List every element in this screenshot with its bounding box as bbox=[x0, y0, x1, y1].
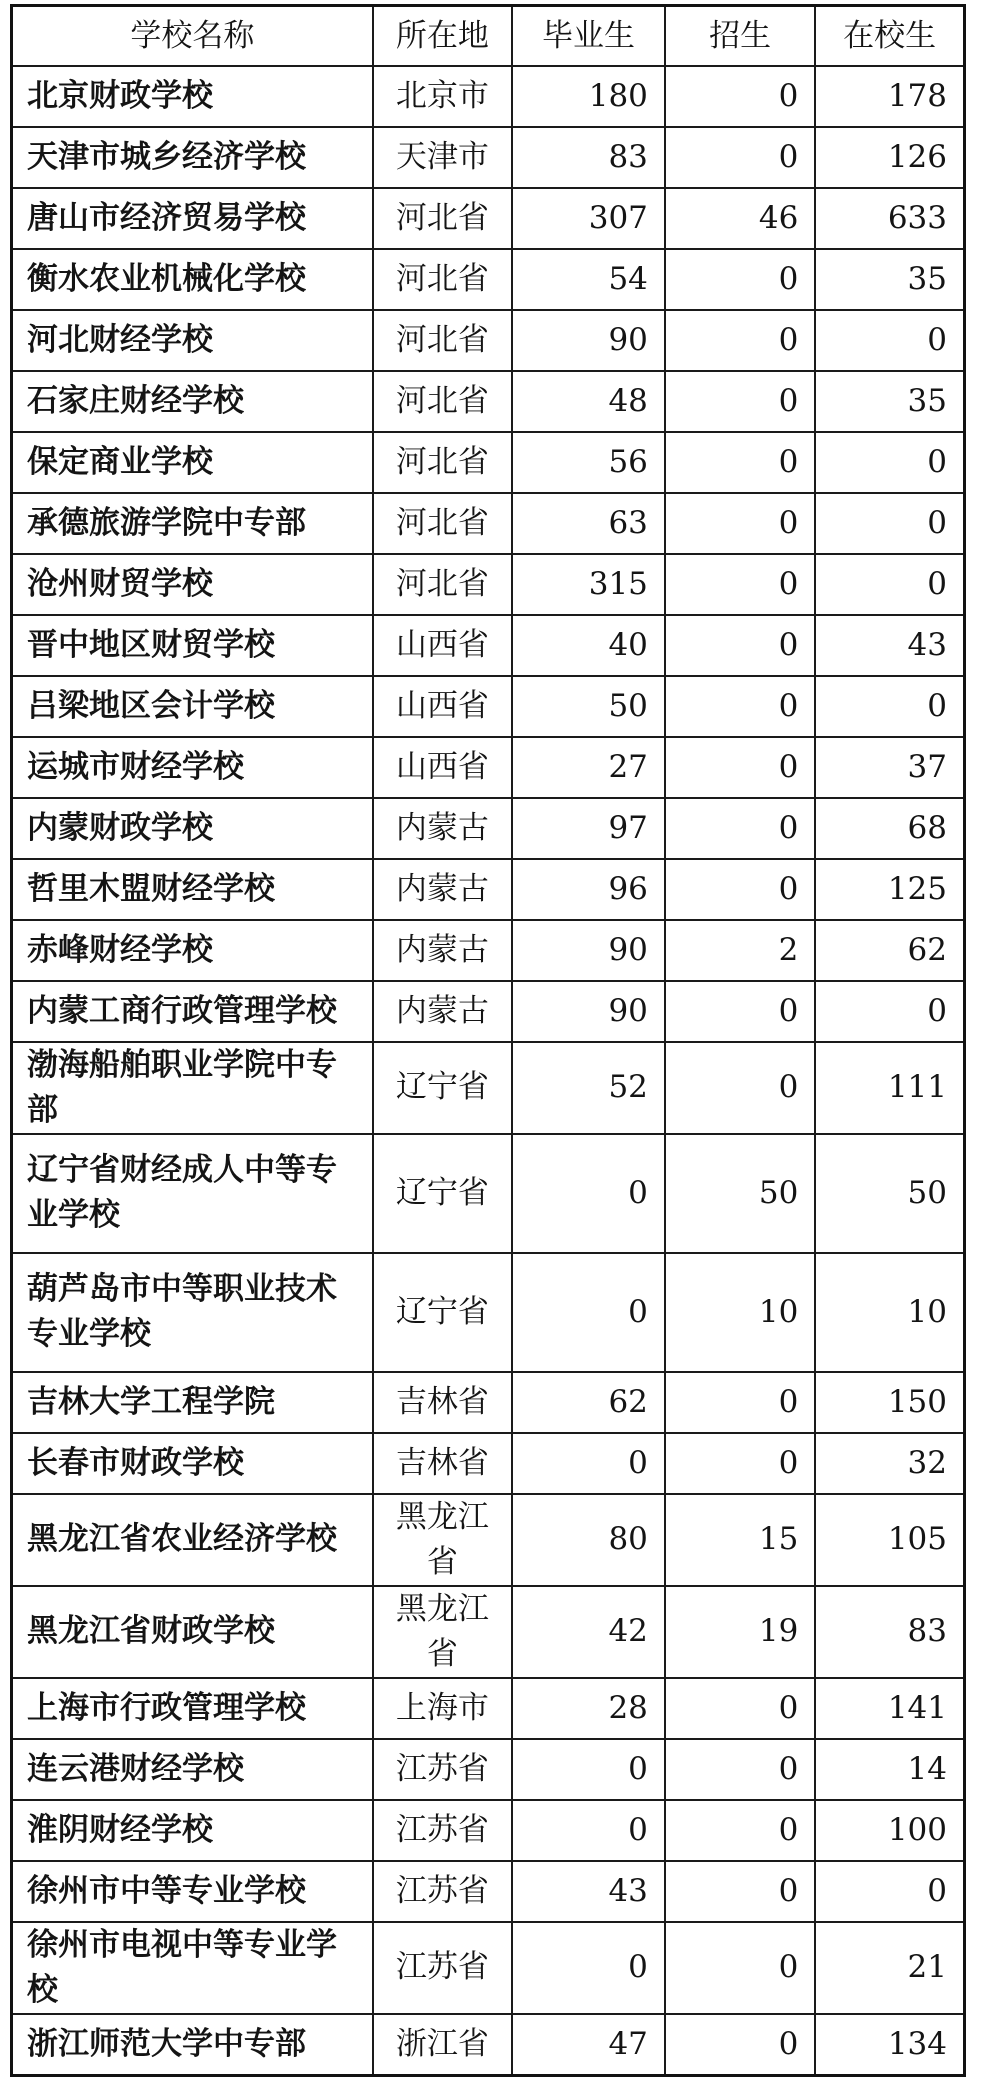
school-name-cell: 吕梁地区会计学校 bbox=[12, 676, 373, 737]
current-students-cell: 0 bbox=[815, 1861, 964, 1922]
school-name-cell: 衡水农业机械化学校 bbox=[12, 249, 373, 310]
school-name-cell: 上海市行政管理学校 bbox=[12, 1678, 373, 1739]
header-school-name: 学校名称 bbox=[12, 6, 373, 67]
enrollment-cell: 2 bbox=[665, 920, 815, 981]
enrollment-cell: 50 bbox=[665, 1134, 815, 1253]
enrollment-cell: 0 bbox=[665, 371, 815, 432]
table-row bbox=[12, 1494, 965, 1586]
school-name-cell: 徐州市中等专业学校 bbox=[12, 1861, 373, 1922]
graduates-cell: 40 bbox=[512, 615, 665, 676]
table-row bbox=[12, 1586, 965, 1678]
graduates-cell: 54 bbox=[512, 249, 665, 310]
school-name-cell: 长春市财政学校 bbox=[12, 1433, 373, 1494]
enrollment-cell: 0 bbox=[665, 1042, 815, 1134]
table-row bbox=[12, 1134, 965, 1253]
enrollment-cell: 0 bbox=[665, 310, 815, 371]
table-row bbox=[12, 1253, 965, 1372]
graduates-cell: 0 bbox=[512, 1134, 665, 1253]
enrollment-cell: 0 bbox=[665, 1433, 815, 1494]
current-students-cell: 111 bbox=[815, 1042, 964, 1134]
school-name-cell: 徐州市电视中等专业学校 bbox=[12, 1922, 373, 2014]
graduates-cell: 83 bbox=[512, 127, 665, 188]
enrollment-cell: 0 bbox=[665, 66, 815, 127]
school-name-cell: 河北财经学校 bbox=[12, 310, 373, 371]
graduates-cell: 315 bbox=[512, 554, 665, 615]
graduates-cell: 307 bbox=[512, 188, 665, 249]
current-students-cell: 105 bbox=[815, 1494, 964, 1586]
school-name-cell: 晋中地区财贸学校 bbox=[12, 615, 373, 676]
location-cell: 黑龙江省 bbox=[373, 1494, 512, 1586]
current-students-cell: 141 bbox=[815, 1678, 964, 1739]
graduates-cell: 62 bbox=[512, 1372, 665, 1433]
table-row bbox=[12, 2014, 965, 2076]
graduates-cell: 0 bbox=[512, 1253, 665, 1372]
table-row bbox=[12, 127, 965, 188]
school-name-cell: 黑龙江省财政学校 bbox=[12, 1586, 373, 1678]
current-students-cell: 32 bbox=[815, 1433, 964, 1494]
location-cell: 浙江省 bbox=[373, 2014, 512, 2076]
school-name-cell: 哲里木盟财经学校 bbox=[12, 859, 373, 920]
school-name-cell: 唐山市经济贸易学校 bbox=[12, 188, 373, 249]
school-name-cell: 保定商业学校 bbox=[12, 432, 373, 493]
current-students-cell: 125 bbox=[815, 859, 964, 920]
location-cell: 上海市 bbox=[373, 1678, 512, 1739]
location-cell: 辽宁省 bbox=[373, 1253, 512, 1372]
table-row bbox=[12, 798, 965, 859]
enrollment-cell: 0 bbox=[665, 432, 815, 493]
school-name-cell: 赤峰财经学校 bbox=[12, 920, 373, 981]
location-cell: 江苏省 bbox=[373, 1922, 512, 2014]
school-name-cell: 连云港财经学校 bbox=[12, 1739, 373, 1800]
graduates-cell: 90 bbox=[512, 981, 665, 1042]
current-students-cell: 50 bbox=[815, 1134, 964, 1253]
location-cell: 河北省 bbox=[373, 371, 512, 432]
graduates-cell: 90 bbox=[512, 920, 665, 981]
current-students-cell: 100 bbox=[815, 1800, 964, 1861]
location-cell: 吉林省 bbox=[373, 1372, 512, 1433]
table-row bbox=[12, 676, 965, 737]
enrollment-cell: 0 bbox=[665, 1372, 815, 1433]
table-row bbox=[12, 554, 965, 615]
location-cell: 山西省 bbox=[373, 676, 512, 737]
header-enrollment: 招生 bbox=[665, 6, 815, 67]
graduates-cell: 50 bbox=[512, 676, 665, 737]
current-students-cell: 37 bbox=[815, 737, 964, 798]
current-students-cell: 178 bbox=[815, 66, 964, 127]
table-row bbox=[12, 981, 965, 1042]
location-cell: 河北省 bbox=[373, 493, 512, 554]
enrollment-cell: 0 bbox=[665, 2014, 815, 2076]
location-cell: 北京市 bbox=[373, 66, 512, 127]
school-statistics-table-page bbox=[10, 4, 966, 2062]
location-cell: 内蒙古 bbox=[373, 798, 512, 859]
graduates-cell: 180 bbox=[512, 66, 665, 127]
graduates-cell: 56 bbox=[512, 432, 665, 493]
header-row bbox=[12, 6, 965, 67]
current-students-cell: 0 bbox=[815, 554, 964, 615]
location-cell: 内蒙古 bbox=[373, 981, 512, 1042]
current-students-cell: 0 bbox=[815, 310, 964, 371]
location-cell: 辽宁省 bbox=[373, 1134, 512, 1253]
enrollment-cell: 0 bbox=[665, 493, 815, 554]
school-name-cell: 内蒙财政学校 bbox=[12, 798, 373, 859]
graduates-cell: 42 bbox=[512, 1586, 665, 1678]
table-row bbox=[12, 859, 965, 920]
enrollment-cell: 0 bbox=[665, 798, 815, 859]
location-cell: 内蒙古 bbox=[373, 859, 512, 920]
enrollment-cell: 0 bbox=[665, 554, 815, 615]
current-students-cell: 126 bbox=[815, 127, 964, 188]
table-row bbox=[12, 1042, 965, 1134]
location-cell: 山西省 bbox=[373, 737, 512, 798]
location-cell: 吉林省 bbox=[373, 1433, 512, 1494]
graduates-cell: 96 bbox=[512, 859, 665, 920]
current-students-cell: 150 bbox=[815, 1372, 964, 1433]
header-location: 所在地 bbox=[373, 6, 512, 67]
school-name-cell: 渤海船舶职业学院中专部 bbox=[12, 1042, 373, 1134]
enrollment-cell: 0 bbox=[665, 1922, 815, 2014]
current-students-cell: 0 bbox=[815, 676, 964, 737]
location-cell: 河北省 bbox=[373, 188, 512, 249]
school-name-cell: 承德旅游学院中专部 bbox=[12, 493, 373, 554]
current-students-cell: 134 bbox=[815, 2014, 964, 2076]
school-name-cell: 内蒙工商行政管理学校 bbox=[12, 981, 373, 1042]
table-row bbox=[12, 920, 965, 981]
enrollment-cell: 0 bbox=[665, 1861, 815, 1922]
table-row bbox=[12, 1922, 965, 2014]
enrollment-cell: 0 bbox=[665, 615, 815, 676]
table-row bbox=[12, 249, 965, 310]
location-cell: 河北省 bbox=[373, 310, 512, 371]
graduates-cell: 27 bbox=[512, 737, 665, 798]
graduates-cell: 0 bbox=[512, 1922, 665, 2014]
table-row bbox=[12, 493, 965, 554]
table-row bbox=[12, 310, 965, 371]
current-students-cell: 10 bbox=[815, 1253, 964, 1372]
school-name-cell: 葫芦岛市中等职业技术专业学校 bbox=[12, 1253, 373, 1372]
school-name-cell: 沧州财贸学校 bbox=[12, 554, 373, 615]
table-row bbox=[12, 1739, 965, 1800]
current-students-cell: 633 bbox=[815, 188, 964, 249]
school-name-cell: 浙江师范大学中专部 bbox=[12, 2014, 373, 2076]
graduates-cell: 52 bbox=[512, 1042, 665, 1134]
enrollment-cell: 0 bbox=[665, 1678, 815, 1739]
table-row bbox=[12, 737, 965, 798]
graduates-cell: 97 bbox=[512, 798, 665, 859]
graduates-cell: 28 bbox=[512, 1678, 665, 1739]
enrollment-cell: 0 bbox=[665, 1739, 815, 1800]
location-cell: 河北省 bbox=[373, 432, 512, 493]
enrollment-cell: 0 bbox=[665, 737, 815, 798]
current-students-cell: 0 bbox=[815, 432, 964, 493]
school-name-cell: 淮阴财经学校 bbox=[12, 1800, 373, 1861]
enrollment-cell: 46 bbox=[665, 188, 815, 249]
table-row bbox=[12, 188, 965, 249]
current-students-cell: 14 bbox=[815, 1739, 964, 1800]
table-row bbox=[12, 1800, 965, 1861]
enrollment-cell: 15 bbox=[665, 1494, 815, 1586]
table-row bbox=[12, 1861, 965, 1922]
enrollment-cell: 0 bbox=[665, 859, 815, 920]
table-row bbox=[12, 371, 965, 432]
table-body bbox=[12, 66, 965, 2075]
graduates-cell: 0 bbox=[512, 1433, 665, 1494]
table-row bbox=[12, 66, 965, 127]
location-cell: 内蒙古 bbox=[373, 920, 512, 981]
enrollment-cell: 0 bbox=[665, 1800, 815, 1861]
school-name-cell: 吉林大学工程学院 bbox=[12, 1372, 373, 1433]
school-name-cell: 运城市财经学校 bbox=[12, 737, 373, 798]
location-cell: 江苏省 bbox=[373, 1800, 512, 1861]
enrollment-cell: 0 bbox=[665, 249, 815, 310]
table-row bbox=[12, 615, 965, 676]
table-row bbox=[12, 1372, 965, 1433]
location-cell: 河北省 bbox=[373, 249, 512, 310]
school-name-cell: 天津市城乡经济学校 bbox=[12, 127, 373, 188]
header-current-students: 在校生 bbox=[815, 6, 964, 67]
school-name-cell: 北京财政学校 bbox=[12, 66, 373, 127]
graduates-cell: 0 bbox=[512, 1739, 665, 1800]
enrollment-cell: 0 bbox=[665, 981, 815, 1042]
graduates-cell: 48 bbox=[512, 371, 665, 432]
location-cell: 江苏省 bbox=[373, 1739, 512, 1800]
graduates-cell: 63 bbox=[512, 493, 665, 554]
current-students-cell: 43 bbox=[815, 615, 964, 676]
school-name-cell: 辽宁省财经成人中等专业学校 bbox=[12, 1134, 373, 1253]
current-students-cell: 0 bbox=[815, 981, 964, 1042]
graduates-cell: 47 bbox=[512, 2014, 665, 2076]
enrollment-cell: 0 bbox=[665, 676, 815, 737]
current-students-cell: 21 bbox=[815, 1922, 964, 2014]
current-students-cell: 0 bbox=[815, 493, 964, 554]
current-students-cell: 68 bbox=[815, 798, 964, 859]
school-name-cell: 黑龙江省农业经济学校 bbox=[12, 1494, 373, 1586]
graduates-cell: 90 bbox=[512, 310, 665, 371]
enrollment-cell: 0 bbox=[665, 127, 815, 188]
location-cell: 天津市 bbox=[373, 127, 512, 188]
location-cell: 河北省 bbox=[373, 554, 512, 615]
location-cell: 黑龙江省 bbox=[373, 1586, 512, 1678]
enrollment-cell: 10 bbox=[665, 1253, 815, 1372]
school-name-cell: 石家庄财经学校 bbox=[12, 371, 373, 432]
current-students-cell: 35 bbox=[815, 249, 964, 310]
table-row bbox=[12, 1678, 965, 1739]
table-row bbox=[12, 1433, 965, 1494]
location-cell: 江苏省 bbox=[373, 1861, 512, 1922]
header-graduates: 毕业生 bbox=[512, 6, 665, 67]
current-students-cell: 62 bbox=[815, 920, 964, 981]
location-cell: 辽宁省 bbox=[373, 1042, 512, 1134]
location-cell: 山西省 bbox=[373, 615, 512, 676]
school-statistics-table bbox=[10, 4, 966, 2077]
graduates-cell: 43 bbox=[512, 1861, 665, 1922]
graduates-cell: 80 bbox=[512, 1494, 665, 1586]
current-students-cell: 83 bbox=[815, 1586, 964, 1678]
graduates-cell: 0 bbox=[512, 1800, 665, 1861]
current-students-cell: 35 bbox=[815, 371, 964, 432]
enrollment-cell: 19 bbox=[665, 1586, 815, 1678]
table-row bbox=[12, 432, 965, 493]
